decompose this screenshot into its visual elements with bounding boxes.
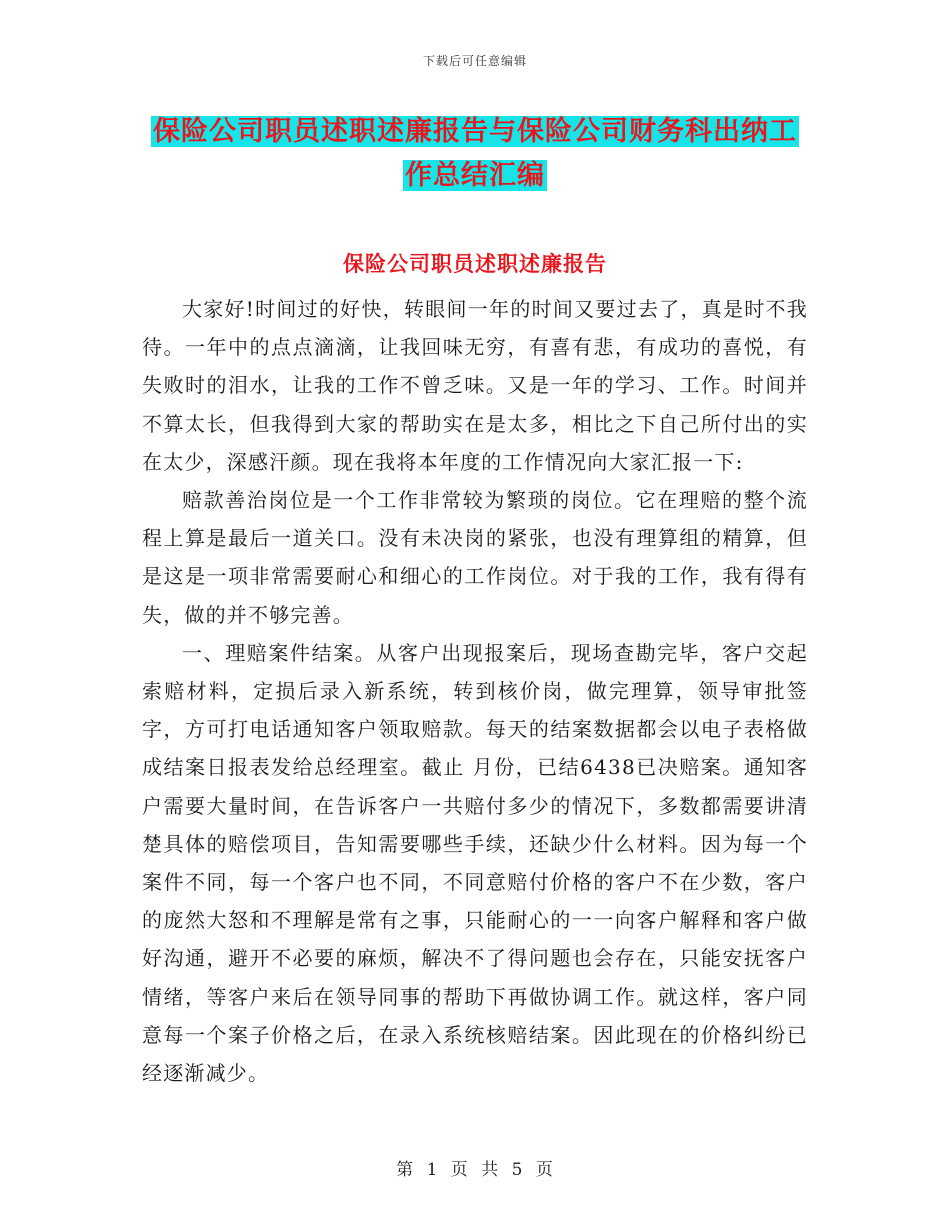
- body-paragraph: 一、理赔案件结案。从客户出现报案后，现场查勘完毕，客户交起索赔材料，定损后录入新系统，转到核价岗，做完理算，领导审批签字，方可打电话通知客户领取赔款。每天的结案数据都会以电子表格做成结案日报表发给总经理室。截止 月份，已结6438已决赔案。通知客户需要大量时间，在告诉客户一共赔付多少的情况下，多数都需要讲清楚具体的赔偿项目，告知需要哪些手续，还缺少什么材料。因为每一个案件不同，每一个客户也不同，不同意赔付价格的客户不在少数，客户的庞然大怒和不理解是常有之事，只能耐心的一一向客户解释和客户做好沟通，避开不必要的麻烦，解决不了得问题也会存在，只能安抚客户情绪，等客户来后在领导同事的帮助下再做协调工作。就这样，客户同意每一个案子价格之后，在录入系统核赔结案。因此现在的价格纠纷已经逐渐减少。: [142, 640, 808, 1086]
- body-paragraph: 大家好!时间过的好快，转眼间一年的时间又要过去了，真是时不我待。一年中的点点滴滴，让我回味无穷，有喜有悲，有成功的喜悦，有失败时的泪水，让我的工作不曾乏味。又是一年的学习、工作。时间并不算太长，但我得到大家的帮助实在是太多，相比之下自己所付出的实在太少，深感汗颜。现在我将本年度的工作情况向大家汇报一下:: [142, 297, 808, 474]
- document-body: [142, 290, 808, 1092]
- document-title-line-2: 作总结汇编: [405, 160, 545, 191]
- body-paragraph: 赔款善治岗位是一个工作非常较为繁琐的岗位。它在理赔的整个流程上算是最后一道关口。没有未决岗的紧张，也没有理算组的精算，但是这是一项非常需要耐心和细心的工作岗位。对于我的工作，我有得有失，做的并不够完善。: [142, 488, 808, 627]
- page-header-note: 下载后可任意编辑: [422, 54, 527, 68]
- page-number-footer: 第 1 页 共 5 页: [396, 1160, 554, 1180]
- document-title-line-1: 保险公司职员述职述廉报告与保险公司财务科出纳工: [153, 116, 797, 147]
- document-title: [140, 110, 810, 198]
- section-title: 保险公司职员述职述廉报告: [343, 252, 607, 276]
